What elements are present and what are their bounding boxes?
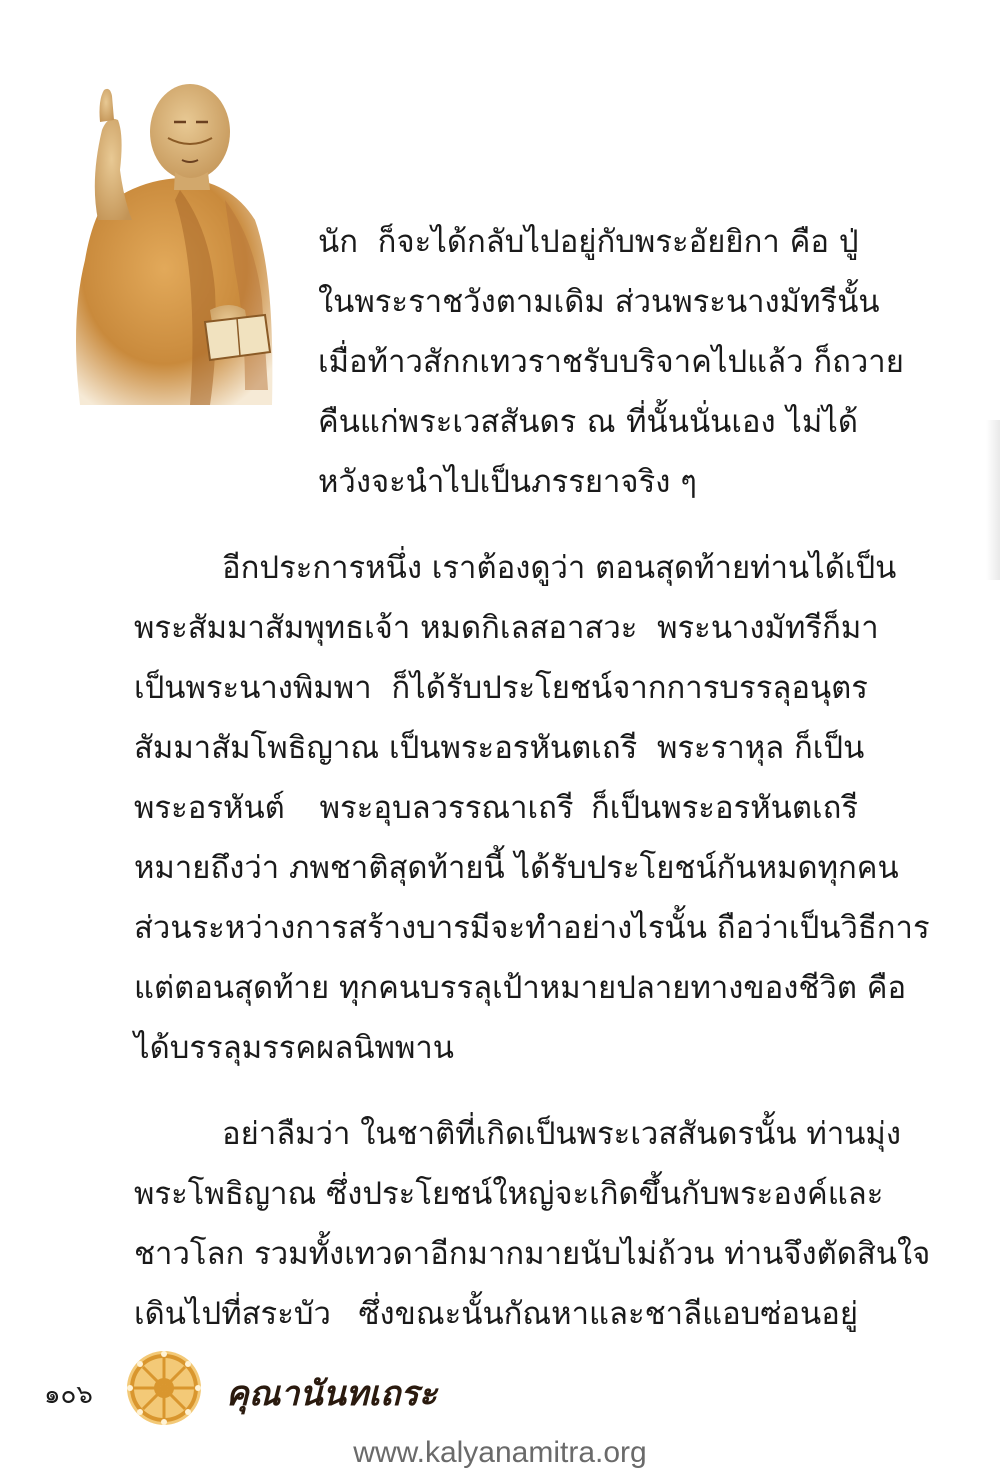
paragraph-3-line-2: พระโพธิญาณ ซึ่งประโยชน์ใหญ่จะเกิดขึ้นกับพระองค์และ: [134, 1176, 884, 1212]
page-edge-shadow: [986, 420, 1000, 580]
monk-portrait-icon: [40, 60, 290, 405]
paragraph-1-line-4: คืนแก่พระเวสสันดร ณ ที่นั้นนั่นเอง ไม่ได้: [318, 404, 858, 440]
dharma-wheel-icon: [124, 1348, 204, 1428]
paragraph-2-line-3: เป็นพระนางพิมพา ก็ได้รับประโยชน์จากการบรรลุอนุตร: [134, 670, 868, 706]
website-url: www.kalyanamitra.org: [353, 1436, 647, 1469]
paragraph-2-line-5: พระอรหันต์ พระอุบลวรรณาเถรี ก็เป็นพระอรหันตเถรี: [134, 790, 858, 826]
paragraph-2-line-9: ได้บรรลุมรรคผลนิพพาน: [134, 1030, 454, 1066]
paragraph-2-line-8: แต่ตอนสุดท้าย ทุกคนบรรลุเป้าหมายปลายทางของชีวิต คือ: [134, 970, 907, 1006]
paragraph-2-line-1: อีกประการหนึ่ง เราต้องดูว่า ตอนสุดท้ายท่านได้เป็น: [222, 550, 897, 586]
paragraph-1-line-2: ในพระราชวังตามเดิม ส่วนพระนางมัทรีนั้น: [318, 284, 880, 320]
paragraph-2-line-7: ส่วนระหว่างการสร้างบารมีจะทำอย่างไรนั้น ถือว่าเป็นวิธีการ: [134, 910, 930, 946]
page-number: ๑๐๖: [44, 1380, 93, 1410]
paragraph-3-line-1: อย่าลืมว่า ในชาติที่เกิดเป็นพระเวสสันดรนั้น ท่านมุ่ง: [222, 1116, 901, 1152]
paragraph-1-line-5: หวังจะนำไปเป็นภรรยาจริง ๆ: [318, 464, 697, 500]
paragraph-2-line-2: พระสัมมาสัมพุทธเจ้า หมดกิเลสอาสวะ พระนางมัทรีก็มา: [134, 610, 879, 646]
paragraph-2-line-6: หมายถึงว่า ภพชาติสุดท้ายนี้ ได้รับประโยชน์กันหมดทุกคน: [134, 850, 899, 886]
paragraph-1-line-3: เมื่อท้าวสักกเทวราชรับบริจาคไปแล้ว ก็ถวาย: [318, 344, 904, 380]
paragraph-2-line-4: สัมมาสัมโพธิญาณ เป็นพระอรหันตเถรี พระราหุล ก็เป็น: [134, 730, 865, 766]
monk-illustration: [40, 60, 290, 405]
paragraph-3-line-4: เดินไปที่สระบัว ซึ่งขณะนั้นกัณหาและชาลีแอบซ่อนอยู่: [134, 1296, 858, 1332]
paragraph-1-line-1: นัก ก็จะได้กลับไปอยู่กับพระอัยยิกา คือ ปู่: [318, 224, 859, 260]
paragraph-3-line-3: ชาวโลก รวมทั้งเทวดาอีกมากมายนับไม่ถ้วน ท่านจึงตัดสินใจ: [134, 1236, 931, 1272]
book-title: คุณานันทเถระ: [226, 1374, 438, 1414]
